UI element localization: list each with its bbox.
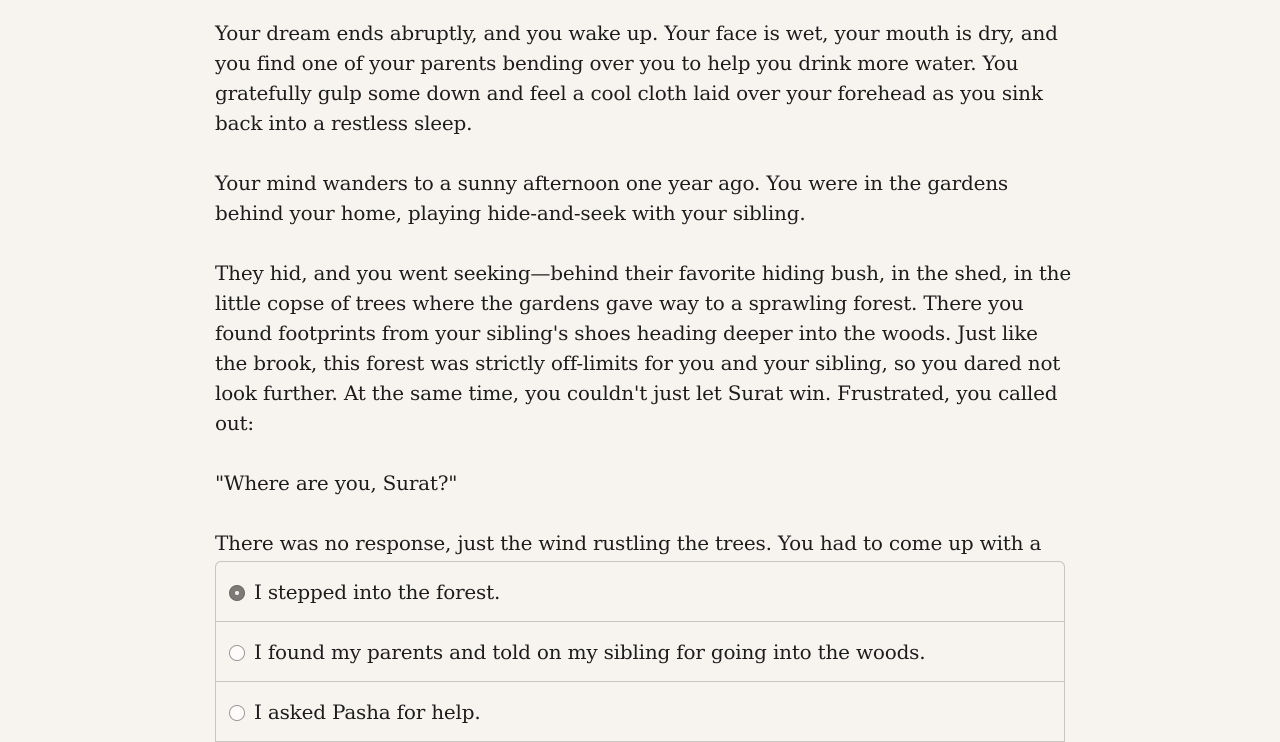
radio-unselected-icon[interactable]	[229, 705, 245, 721]
story-text	[215, 18, 1075, 618]
story-dialogue: "Where are you, Surat?"	[215, 471, 458, 495]
choice-option-ask-pasha[interactable]	[216, 682, 1064, 742]
choice-list	[215, 561, 1065, 742]
choice-label: I found my parents and told on my sibling for going into the woods.	[254, 639, 926, 664]
choice-option-tell-parents[interactable]	[216, 622, 1064, 682]
radio-unselected-icon[interactable]	[229, 645, 245, 661]
choice-option-forest[interactable]	[216, 562, 1064, 622]
story-paragraph: Your dream ends abruptly, and you wake up. Your face is wet, your mouth is dry, and you find one of your parents bending over you to help you drink more water. You gratefully gulp some down and feel a cool cloth laid over your forehead as you sink back into a restless sleep.	[215, 21, 1058, 135]
choice-label: I stepped into the forest.	[254, 579, 501, 604]
story-paragraph: They hid, and you went seeking—behind their favorite hiding bush, in the shed, in the little copse of trees where the gardens gave way to a sprawling forest. There you found footprints from your sibling's shoes heading deeper into the woods. Just like the brook, this forest was strictly off-limits for you and your sibling, so you dared not look further. At the same time, you couldn't just let Surat win. Frustrated, you called out:	[215, 261, 1071, 435]
choice-label: I asked Pasha for help.	[254, 699, 481, 724]
radio-selected-icon[interactable]	[229, 585, 245, 601]
story-paragraph: Your mind wanders to a sunny afternoon one year ago. You were in the gardens behind your home, playing hide-and-seek with your sibling.	[215, 171, 1008, 225]
story-prompt: There was no response, just the wind rustling the trees. You had to come up with a	[215, 531, 1042, 555]
